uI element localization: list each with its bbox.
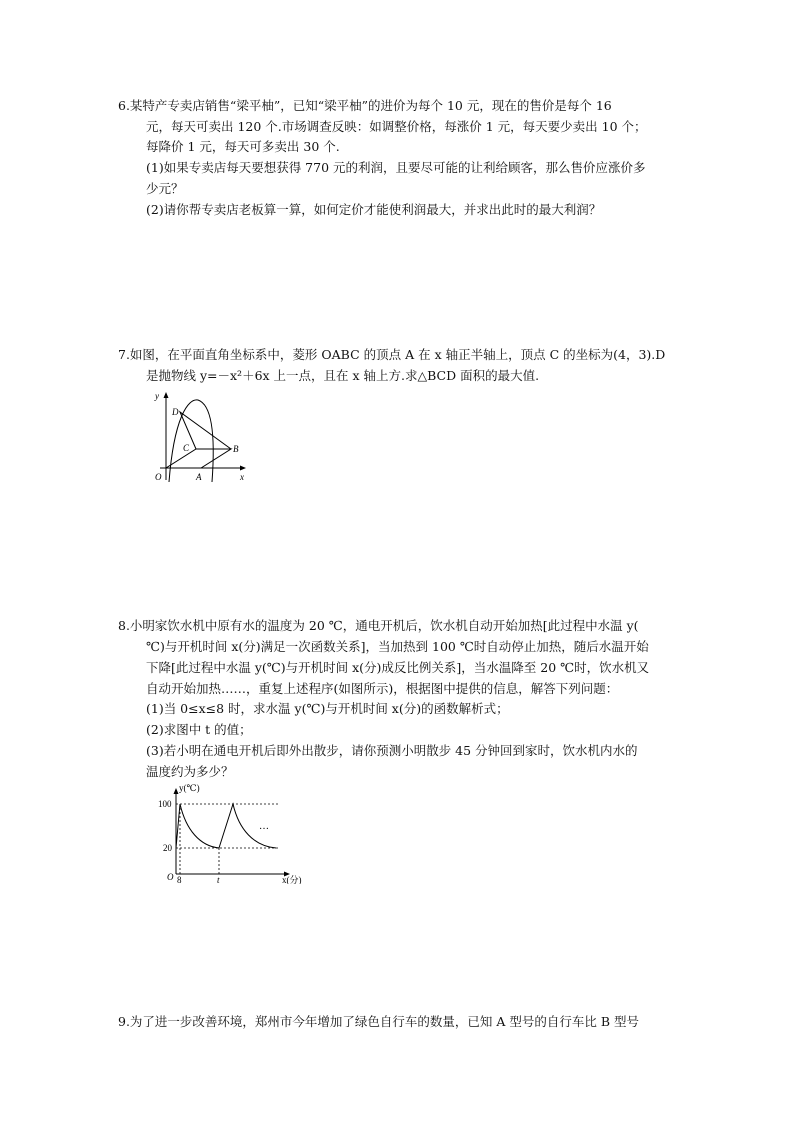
problem-7-line-2: 是抛物线 y=－x²＋6x 上一点，且在 x 轴上方.求△BCD 面积的最大值. bbox=[146, 368, 540, 383]
x-t-label: t bbox=[217, 875, 220, 884]
x-8-label: 8 bbox=[177, 875, 182, 884]
point-a-label: A bbox=[196, 472, 202, 482]
problem-8-line-5: (1)当 0≤x≤8 时，求水温 y(℃)与开机时间 x(分)的函数解析式； bbox=[146, 701, 509, 716]
problem-8-line-2: ℃)与开机时间 x(分)满足一次函数关系]，当加热到 100 ℃时自动停止加热，随后水温开始 bbox=[146, 639, 649, 654]
point-c-label: C bbox=[183, 443, 190, 453]
y-axis-label: y bbox=[155, 391, 159, 401]
origin-label: O bbox=[155, 472, 162, 482]
rhombus-parabola-figure bbox=[150, 388, 255, 486]
problem-6-line-4: (1)如果专卖店每天要想获得 770 元的利润，且要尽可能的让利给顾客，那么售价应涨价多 bbox=[146, 160, 646, 175]
problem-6-line-2: 元，每天可卖出 120 个.市场调查反映：如调整价格，每涨价 1 元，每天要少卖出 10 个； bbox=[146, 119, 647, 134]
problem-7-line-1: 7.如图，在平面直角坐标系中，菱形 OABC 的顶点 A 在 x 轴正半轴上，顶点 C 的坐标为(4，3).D bbox=[118, 347, 666, 362]
problem-8-line-4: 自动开始加热……，重复上述程序(如图所示)，根据图中提供的信息，解答下列问题： bbox=[146, 681, 619, 696]
problem-6-line-6: (2)请你帮专卖店老板算一算，如何定价才能使利润最大，并求出此时的最大利润？ bbox=[146, 202, 602, 217]
problem-6-line-1: 6.某特产专卖店销售“梁平柚”，已知“梁平柚”的进价为每个 10 元，现在的售价是每个 16 bbox=[118, 98, 612, 113]
problem-8-line-8: 温度约为多少？ bbox=[146, 764, 234, 779]
y-100-label: 100 bbox=[158, 799, 172, 809]
problem-8-line-3: 下降[此过程中水温 y(℃)与开机时间 x(分)成反比例关系]，当水温降至 20 ℃时，饮水机又 bbox=[146, 660, 650, 675]
origin-label: O bbox=[167, 872, 174, 882]
point-b-label: B bbox=[233, 444, 239, 454]
problem-9-line-1: 9.为了进一步改善环境，郑州市今年增加了绿色自行车的数量，已知 A 型号的自行车比 B 型号 bbox=[118, 1014, 640, 1029]
problem-8-line-1: 8.小明家饮水机中原有水的温度为 20 ℃，通电开机后，饮水机自动开始加热[此过程中水温 y( bbox=[118, 618, 639, 633]
problem-8-line-6: (2)求图中 t 的值； bbox=[146, 722, 252, 737]
problem-6-line-3: 每降价 1 元，每天可多卖出 30 个. bbox=[146, 139, 340, 154]
problem-8-line-7: (3)若小明在通电开机后即外出散步，请你预测小明散步 45 分钟回到家时，饮水机内水的 bbox=[146, 743, 638, 758]
y-axis-arrow bbox=[174, 788, 179, 794]
rhombus-oabc bbox=[166, 449, 231, 468]
water-temperature-figure bbox=[146, 782, 311, 884]
y-20-label: 20 bbox=[163, 843, 172, 853]
x-axis-arrow bbox=[240, 466, 246, 471]
point-d-label: D bbox=[172, 407, 179, 417]
y-axis-label: y(℃) bbox=[179, 783, 200, 793]
y-axis-arrow bbox=[164, 392, 169, 398]
x-axis-label: x bbox=[240, 472, 244, 482]
x-axis-label: x(分) bbox=[282, 875, 302, 884]
continuation-dots: … bbox=[259, 821, 269, 832]
problem-6-line-5: 少元？ bbox=[146, 181, 184, 196]
